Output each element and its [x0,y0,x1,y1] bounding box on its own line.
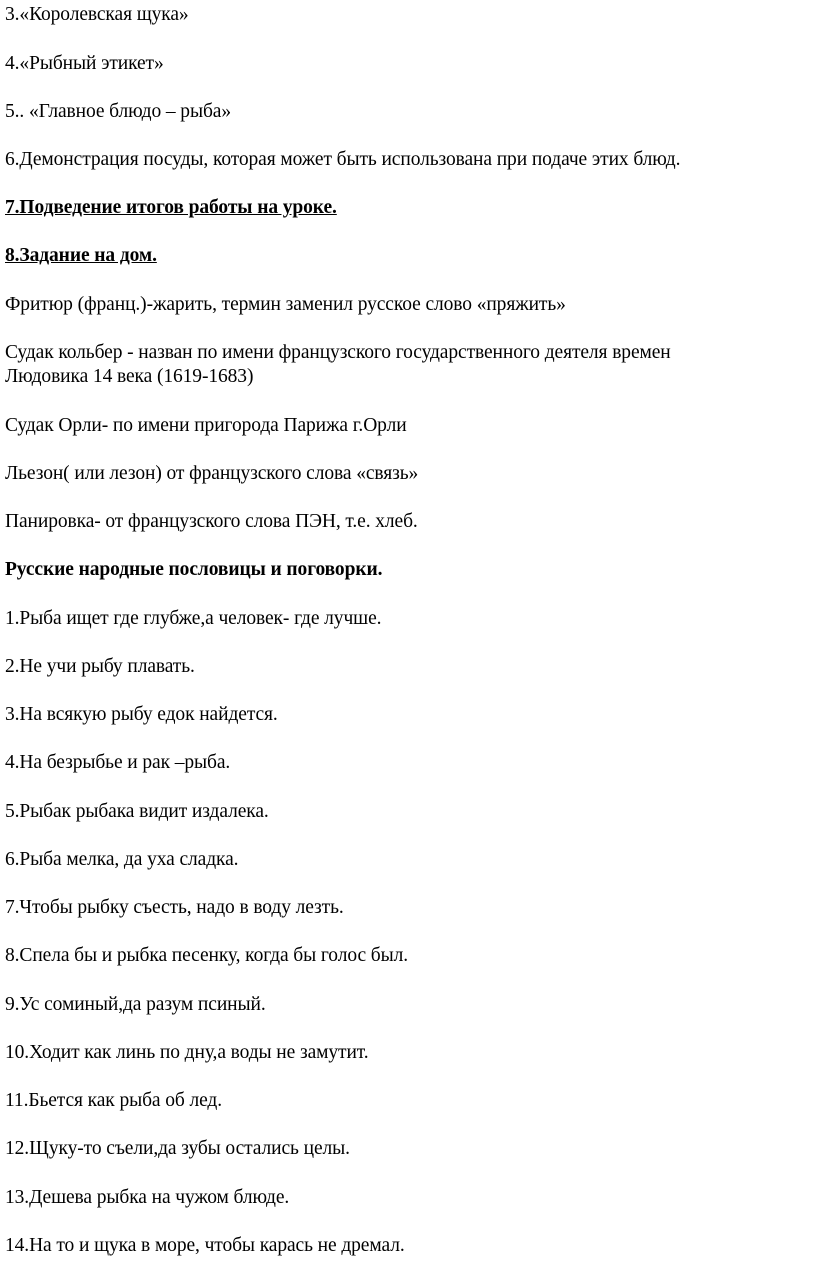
glossary-sudak-kolber-line2: Людовика 14 века (1619-1683) [5,366,254,387]
proverb-5: 5.Рыбак рыбака видит издалека. [5,801,269,822]
glossary-fritur: Фритюр (франц.)-жарить, термин заменил русское слово «пряжить» [5,294,566,315]
glossary-liezon: Льезон( или лезон) от французского слова «связь» [5,463,419,484]
proverb-9: 9.Ус соминый,да разум псиный. [5,994,266,1015]
menu-item-5: 5.. «Главное блюдо – рыба» [5,101,231,122]
glossary-sudak-orli: Судак Орли- по имени пригорода Парижа г.Орли [5,415,407,436]
menu-item-3: 3.«Королевская щука» [5,4,189,25]
glossary-panirovka: Панировка- от французского слова ПЭН, т.е. хлеб. [5,511,418,532]
proverbs-heading: Русские народные пословицы и поговорки. [5,559,383,580]
proverb-8: 8.Спела бы и рыбка песенку, когда бы голос был. [5,945,409,966]
proverb-1: 1.Рыба ищет где глубже,а человек- где лучше. [5,608,382,629]
lesson-step-6: 6.Демонстрация посуды, которая может быть использована при подаче этих блюд. [5,149,681,170]
glossary-sudak-kolber-line1: Судак кольбер - назван по имени французского государственного деятеля времен [5,342,671,363]
proverb-10: 10.Ходит как линь по дну,а воды не замутит. [5,1042,369,1063]
proverb-13: 13.Дешева рыбка на чужом блюде. [5,1187,290,1208]
proverb-7: 7.Чтобы рыбку съесть, надо в воду лезть. [5,897,344,918]
proverb-11: 11.Бьется как рыба об лед. [5,1090,223,1111]
section-heading-8: 8.Задание на дом. [5,245,157,266]
proverb-12: 12.Щуку-то съели,да зубы остались целы. [5,1138,350,1159]
proverb-14: 14.На то и щука в море, чтобы карась не дремал. [5,1235,405,1256]
menu-item-4: 4.«Рыбный этикет» [5,53,164,74]
proverb-4: 4.На безрыбье и рак –рыба. [5,752,231,773]
proverb-6: 6.Рыба мелка, да уха сладка. [5,849,239,870]
section-heading-7: 7.Подведение итогов работы на уроке. [5,197,337,218]
proverb-3: 3.На всякую рыбу едок найдется. [5,704,278,725]
proverb-2: 2.Не учи рыбу плавать. [5,656,195,677]
